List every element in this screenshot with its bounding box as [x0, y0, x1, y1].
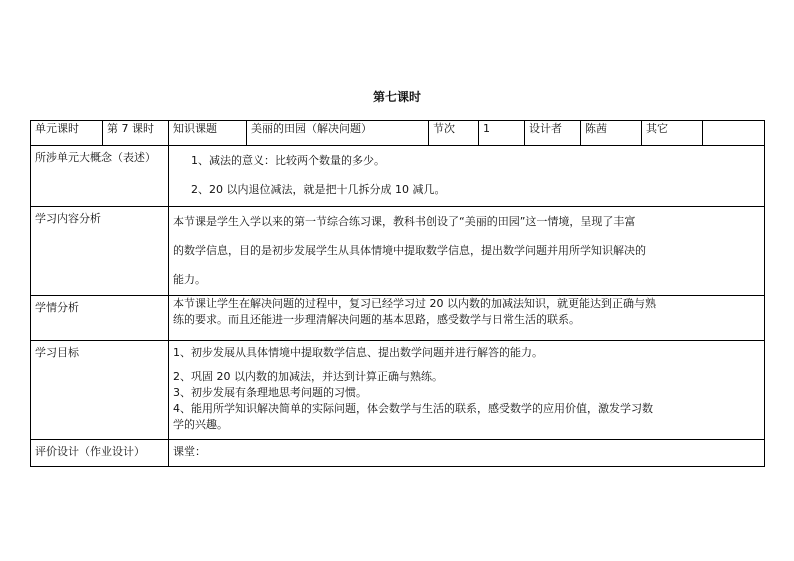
topic-value: 美丽的田园（解决问题） [247, 121, 429, 146]
topic-label: 知识课题 [169, 121, 247, 146]
unit-lesson-label: 单元课时 [31, 121, 103, 146]
objective-line-5: 学的兴趣。 [173, 418, 228, 431]
lesson-plan-table [30, 120, 765, 467]
learner-analysis-row [31, 296, 765, 341]
concepts-label: 所涉单元大概念（表述） [31, 146, 169, 207]
learner-analysis-content [169, 296, 765, 341]
concept-line-2: 2、20 以内退位减法，就是把十几拆分成 10 减几。 [191, 183, 446, 196]
content-analysis-line-2: 的数学信息，目的是初步发展学生从具体情境中提取数学信息，提出数学问题并用所学知识解决的 [173, 244, 646, 257]
learner-analysis-line-2: 练的要求。而且还能进一步理清解决问题的基本思路，感受数学与日常生活的联系。 [173, 313, 580, 326]
evaluation-row [31, 440, 765, 467]
content-analysis-row [31, 207, 765, 296]
evaluation-label: 评价设计（作业设计） [31, 440, 169, 467]
concept-line-1: 1、减法的意义：比较两个数量的多少。 [191, 154, 385, 167]
other-label: 其它 [642, 121, 703, 146]
other-value [703, 121, 765, 146]
objective-line-3: 3、初步发展有条理地思考问题的习惯。 [173, 386, 367, 399]
content-analysis-label: 学习内容分析 [31, 207, 169, 296]
unit-lesson-value: 第 7 课时 [103, 121, 169, 146]
content-analysis-content [169, 207, 765, 296]
learner-analysis-line-1: 本节课让学生在解决问题的过程中，复习已经学习过 20 以内数的加减法知识，就更能达到正确与熟 [173, 297, 656, 310]
objective-line-2: 2、巩固 20 以内数的加减法，并达到计算正确与熟练。 [173, 370, 443, 383]
objective-line-1: 1、初步发展从具体情境中提取数学信息、提出数学问题并进行解答的能力。 [173, 346, 543, 359]
concepts-content [169, 146, 765, 207]
section-value: 1 [479, 121, 525, 146]
objectives-content [169, 341, 765, 440]
designer-label: 设计者 [525, 121, 581, 146]
evaluation-content: 课堂： [169, 440, 765, 467]
page-title: 第七课时 [372, 90, 421, 104]
section-label: 节次 [429, 121, 479, 146]
header-row [31, 121, 765, 146]
objective-line-4: 4、能用所学知识解决简单的实际问题，体会数学与生活的联系，感受数学的应用价值，激发学习数 [173, 402, 653, 415]
content-analysis-line-1: 本节课是学生入学以来的第一节综合练习课，教科书创设了“美丽的田园”这一情境，呈现了丰富 [173, 215, 636, 228]
designer-value: 陈茜 [581, 121, 642, 146]
content-analysis-line-3: 能力。 [173, 273, 206, 286]
learner-analysis-label: 学情分析 [31, 296, 169, 341]
concepts-row [31, 146, 765, 207]
objectives-label: 学习目标 [31, 341, 169, 440]
objectives-row [31, 341, 765, 440]
